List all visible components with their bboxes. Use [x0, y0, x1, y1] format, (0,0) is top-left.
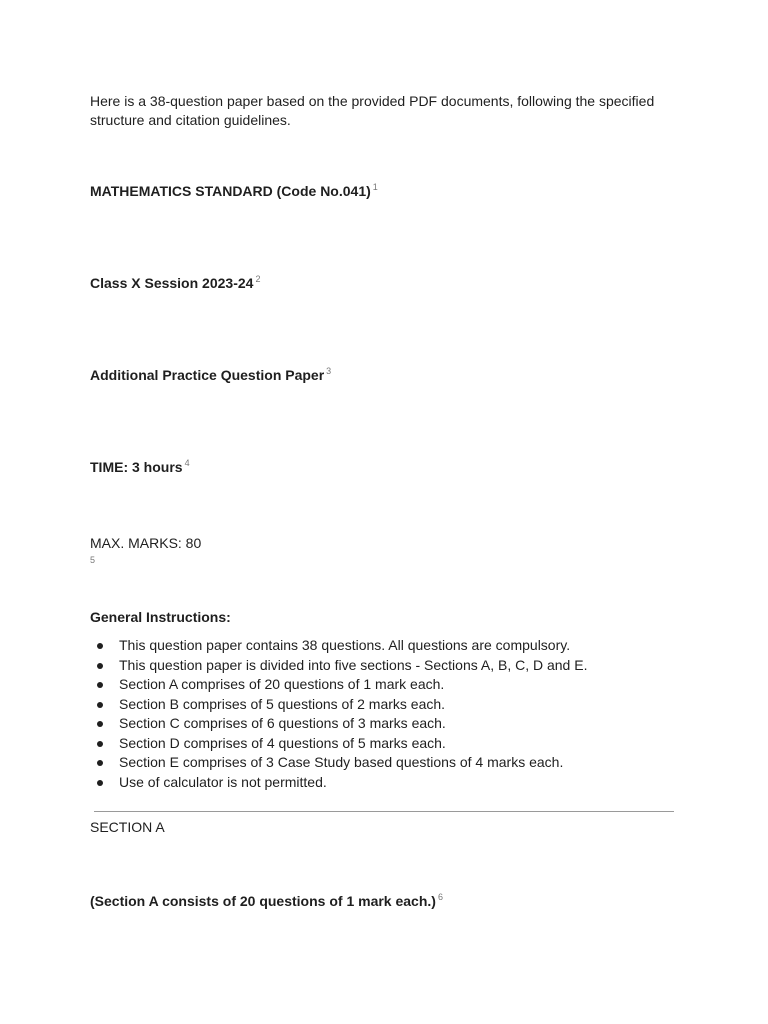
citation-marker[interactable]: 3 — [326, 366, 332, 376]
bullet-icon — [97, 643, 103, 649]
bullet-icon — [97, 663, 103, 669]
class-session-text: Class X Session 2023-24 — [90, 275, 254, 291]
list-item: This question paper is divided into five sections - Sections A, B, C, D and E. — [90, 656, 587, 676]
horizontal-divider — [94, 811, 674, 812]
subject-heading — [90, 182, 378, 201]
list-item: Section A comprises of 20 questions of 1 mark each. — [90, 675, 587, 695]
list-item: Use of calculator is not permitted. — [90, 773, 587, 793]
time-heading — [90, 458, 190, 477]
list-item: This question paper contains 38 questions. All questions are compulsory. — [90, 636, 587, 656]
section-a-note-text: (Section A consists of 20 questions of 1 mark each.) — [90, 893, 436, 909]
paper-type-heading — [90, 366, 331, 385]
intro-paragraph: Here is a 38-question paper based on the provided PDF documents, following the specified structure and citation guidelines. — [90, 93, 655, 128]
bullet-icon — [97, 741, 103, 747]
list-item: Section E comprises of 3 Case Study based questions of 4 marks each. — [90, 753, 587, 773]
section-a-note — [90, 892, 443, 911]
max-marks: MAX. MARKS: 80 — [90, 535, 202, 551]
subject-heading-text: MATHEMATICS STANDARD (Code No.041) — [90, 183, 371, 199]
citation-marker[interactable]: 5 — [90, 555, 96, 565]
citation-marker[interactable]: 1 — [372, 182, 378, 192]
class-session-heading — [90, 274, 260, 293]
bullet-icon — [97, 721, 103, 727]
bullet-icon — [97, 702, 103, 708]
citation-marker[interactable]: 2 — [255, 274, 261, 284]
list-item: Section B comprises of 5 questions of 2 marks each. — [90, 695, 587, 715]
citation-marker[interactable]: 4 — [184, 458, 190, 468]
paper-type-text: Additional Practice Question Paper — [90, 367, 325, 383]
list-item: Section D comprises of 4 questions of 5 marks each. — [90, 734, 587, 754]
instructions-list — [90, 636, 587, 792]
time-text: TIME: 3 hours — [90, 459, 183, 475]
citation-marker[interactable]: 6 — [437, 892, 443, 902]
general-instructions-title: General Instructions: — [90, 609, 231, 625]
list-item: Section C comprises of 6 questions of 3 marks each. — [90, 714, 587, 734]
bullet-icon — [97, 682, 103, 688]
bullet-icon — [97, 780, 103, 786]
bullet-icon — [97, 760, 103, 766]
section-a-title: SECTION A — [90, 819, 165, 835]
